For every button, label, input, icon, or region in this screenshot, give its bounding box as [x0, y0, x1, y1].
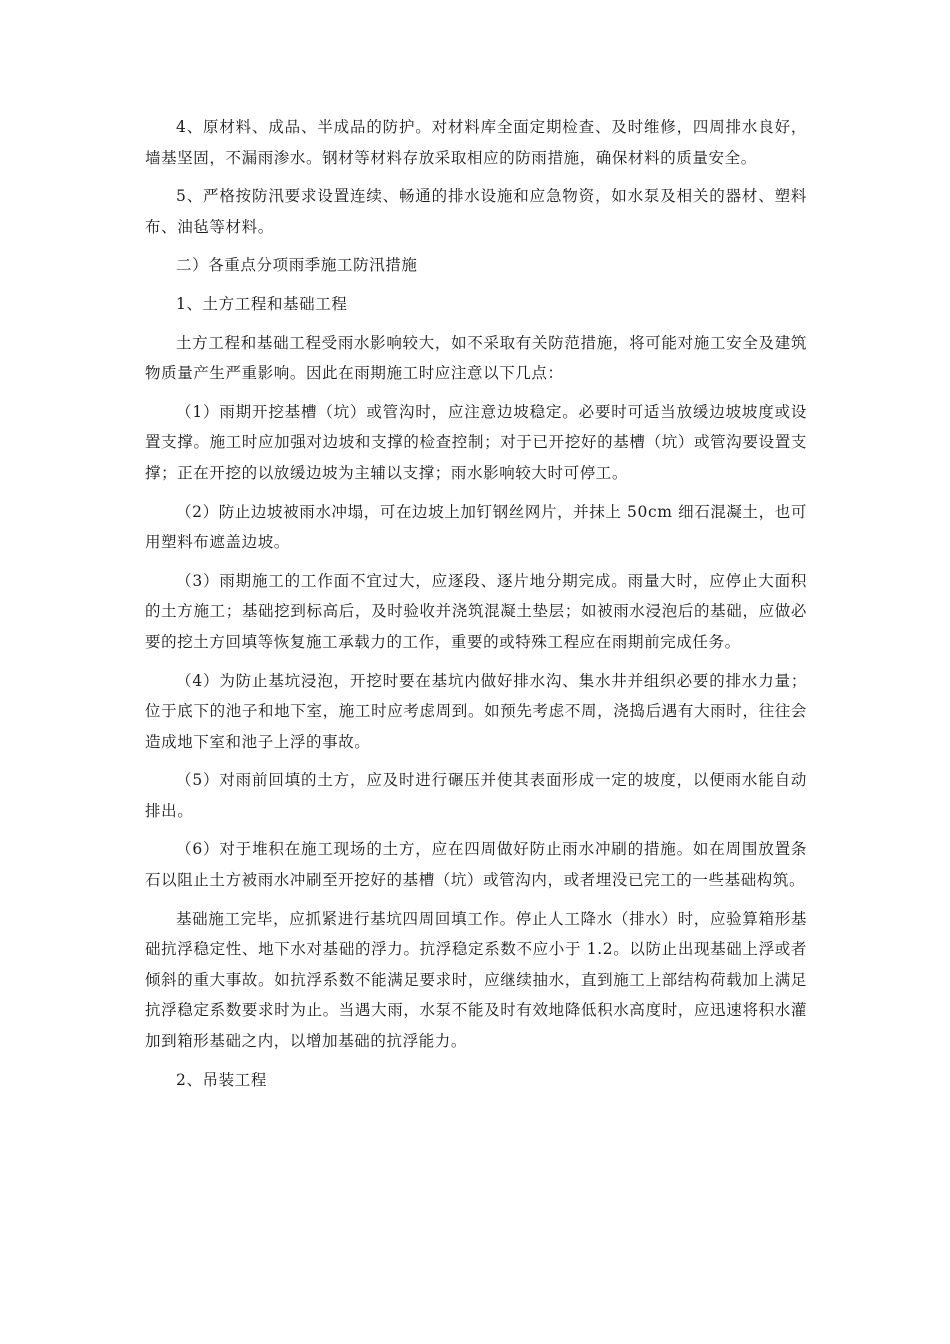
list-item-4: （4）为防止基坑浸泡，开挖时要在基坑内做好排水沟、集水井并组织必要的排水力量；位于底下的池子和地下室，施工时应考虑周到。如预先考虑不周，浇捣后遇有大雨时，往往会造成地下室和池子上浮的事故。	[145, 671, 807, 751]
section-heading-flood-measures: 二）各重点分项雨季施工防汛措施	[176, 256, 418, 275]
subsection-heading-hoisting: 2、吊装工程	[176, 1070, 267, 1089]
paragraph-material-protection: 4、原材料、成品、半成品的防护。对材料库全面定期检查、及时维修，四周排水良好，墙基坚固，不漏雨渗水。钢材等材料存放采取相应的防雨措施，确保材料的质量安全。	[145, 118, 807, 167]
list-item-5: （5）对雨前回填的土方，应及时进行碾压并使其表面形成一定的坡度，以便雨水能自动排出。	[145, 771, 807, 820]
paragraph-foundation-backfill: 基础施工完毕，应抓紧进行基坑四周回填工作。停止人工降水（排水）时，应验算箱形基础抗浮稳定性、地下水对基础的浮力。抗浮稳定系数不应小于 1.2。以防止出现基础上浮或者倾斜的重大事故。如抗浮系数不能满足要求时，应继续抽水，直到施工上部结构荷载加上满足抗浮稳定系数要求时为止。当遇大雨，水泵不能及时有效地降低积水高度时，应迅速将积水灌加到箱形基础之内，以增加基础的抗浮能力。	[145, 909, 807, 1051]
list-item-2: （2）防止边坡被雨水冲塌，可在边坡上加钉钢丝网片，并抹上 50cm 细石混凝土，也可用塑料布遮盖边坡。	[145, 502, 807, 552]
paragraph-earthwork-intro: 土方工程和基础工程受雨水影响较大，如不采取有关防范措施，将可能对施工安全及建筑物质量产生严重影响。因此在雨期施工时应注意以下几点：	[145, 333, 807, 383]
list-item-1: （1）雨期开挖基槽（坑）或管沟时，应注意边坡稳定。必要时可适当放缓边坡坡度或设置支撑。施工时应加强对边坡和支撑的检查控制；对于已开挖好的基槽（坑）或管沟要设置支撑；正在开挖的以放缓边坡为主辅以支撑；雨水影响较大时可停工。	[145, 402, 807, 482]
paragraph-drainage-facilities: 5、严格按防汛要求设置连续、畅通的排水设施和应急物资，如水泵及相关的器材、塑料布、油毡等材料。	[145, 187, 807, 236]
list-item-3: （3）雨期施工的工作面不宜过大，应逐段、逐片地分期完成。雨量大时，应停止大面积的土方施工；基础挖到标高后，及时验收并浇筑混凝土垫层；如被雨水浸泡后的基础，应做必要的挖土方回填等恢复施工承载力的工作，重要的或特殊工程应在雨期前完成任务。	[145, 571, 807, 651]
list-item-6: （6）对于堆积在施工现场的土方，应在四周做好防止雨水冲刷的措施。如在周围放置条石以阻止土方被雨水冲刷至开挖好的基槽（坑）或管沟内，或者埋没已完工的一些基础构筑。	[145, 840, 807, 890]
document-page	[145, 112, 807, 1103]
subsection-heading-earthwork: 1、土方工程和基础工程	[176, 294, 348, 313]
